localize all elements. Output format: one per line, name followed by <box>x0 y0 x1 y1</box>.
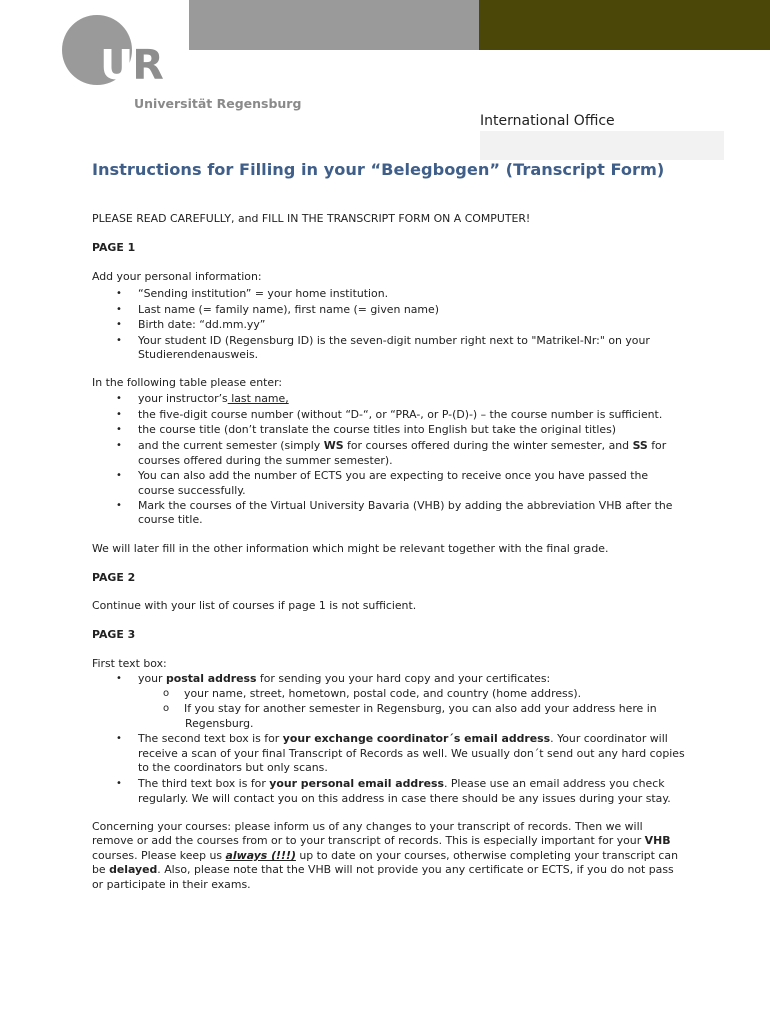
table-bullet-5: You can also add the number of ECTS you are expecting to receive once you have passed the <box>138 469 649 482</box>
bullet-glyph: • <box>116 319 122 330</box>
bullet-glyph: • <box>116 424 122 435</box>
sub-bullet-glyph: o <box>163 703 170 714</box>
bullet-glyph: • <box>116 733 122 744</box>
page3-bullet-3-line-2: regularly. We will contact you on this address in case there should be any issues during your stay. <box>138 792 671 805</box>
table-bullet-6: Mark the courses of the Virtual University Bavaria (VHB) by adding the abbreviation VHB after the <box>138 499 673 512</box>
header-olive-bar <box>479 0 770 50</box>
bullet-glyph: • <box>116 673 122 684</box>
office-shaded-box <box>480 131 724 160</box>
office-name: International Office <box>480 113 615 129</box>
bullet-glyph: • <box>116 304 122 315</box>
table-bullet-2: the five-digit course number (without “D-“, or “PRA-, or P-(D)-) – the course number is sufficient. <box>138 408 663 421</box>
page1-bullet-1: “Sending institution” = your home institution. <box>138 287 389 300</box>
page3-bullet-1: your postal address for sending you your hard copy and your certificates: <box>138 672 551 685</box>
page1-bullet-2: Last name (= family name), first name (= given name) <box>138 303 439 316</box>
bullet-glyph: • <box>116 440 122 451</box>
bullet-glyph: • <box>116 470 122 481</box>
university-name: Universität Regensburg <box>134 96 302 111</box>
university-logo-letters: UR <box>100 41 163 89</box>
table-bullet-6-cont: course title. <box>138 513 203 526</box>
page3-lead: First text box: <box>92 657 167 670</box>
closing-line-3: courses. Please keep us always (!!!) up to date on your courses, otherwise completing your transcript can <box>92 849 678 862</box>
page1-bullet-4-cont: Studierendenausweis. <box>138 348 259 361</box>
table-bullet-1: your instructor’s last name, <box>138 392 289 405</box>
table-bullet-4: and the current semester (simply WS for courses offered during the winter semester, and SS for <box>138 439 667 452</box>
page2-text: Continue with your list of courses if page 1 is not sufficient. <box>92 599 417 612</box>
header-gray-bar <box>189 0 479 50</box>
bullet-glyph: • <box>116 393 122 404</box>
table-bullet-5-cont: course successfully. <box>138 484 246 497</box>
bullet-glyph: • <box>116 500 122 511</box>
intro-text: PLEASE READ CAREFULLY, and FILL IN THE TRANSCRIPT FORM ON A COMPUTER! <box>92 212 531 225</box>
page1-bullet-3: Birth date: “dd.mm.yy” <box>138 318 266 331</box>
page3-bullet-2-line-3: to the coordinators but only scans. <box>138 761 328 774</box>
page3-sub-bullet-2: If you stay for another semester in Regensburg, you can also add your address here in <box>184 702 657 715</box>
closing-line-4: be delayed. Also, please note that the VHB will not provide you any certificate or ECTS, if you do not pass <box>92 863 674 876</box>
page1-table-lead: In the following table please enter: <box>92 376 283 389</box>
bullet-glyph: • <box>116 335 122 346</box>
closing-line-5: or participate in their exams. <box>92 878 251 891</box>
page3-bullet-3: The third text box is for your personal email address. Please use an email address you check <box>138 777 665 790</box>
bullet-glyph: • <box>116 409 122 420</box>
page3-sub-bullet-2-cont: Regensburg. <box>185 717 254 730</box>
page3-bullet-2-line-2: receive a scan of your final Transcript of Records as well. We usually don´t send out any hard copies <box>138 747 685 760</box>
page3-heading: PAGE 3 <box>92 628 136 641</box>
table-bullet-4-cont: courses offered during the summer semester). <box>138 454 393 467</box>
page1-heading: PAGE 1 <box>92 241 136 254</box>
document-title: Instructions for Filling in your “Belegbogen” (Transcript Form) <box>92 160 665 179</box>
page1-later-text: We will later fill in the other information which might be relevant together with the final grade. <box>92 542 609 555</box>
closing-line-1: Concerning your courses: please inform us of any changes to your transcript of records. Then we will <box>92 820 643 833</box>
bullet-glyph: • <box>116 778 122 789</box>
page3-bullet-2: The second text box is for your exchange coordinator´s email address. Your coordinator will <box>138 732 668 745</box>
page1-lead: Add your personal information: <box>92 270 262 283</box>
page2-heading: PAGE 2 <box>92 571 136 584</box>
sub-bullet-glyph: o <box>163 688 170 699</box>
bullet-glyph: • <box>116 288 122 299</box>
page3-sub-bullet-1: your name, street, hometown, postal code, and country (home address). <box>184 687 582 700</box>
page1-bullet-4: Your student ID (Regensburg ID) is the seven-digit number right next to "Matrikel-Nr:" on your <box>138 334 650 347</box>
table-bullet-3: the course title (don’t translate the course titles into English but take the original titles) <box>138 423 617 436</box>
closing-line-2: remove or add the courses from or to your transcript of records. This is especially important for your VHB <box>92 834 671 847</box>
